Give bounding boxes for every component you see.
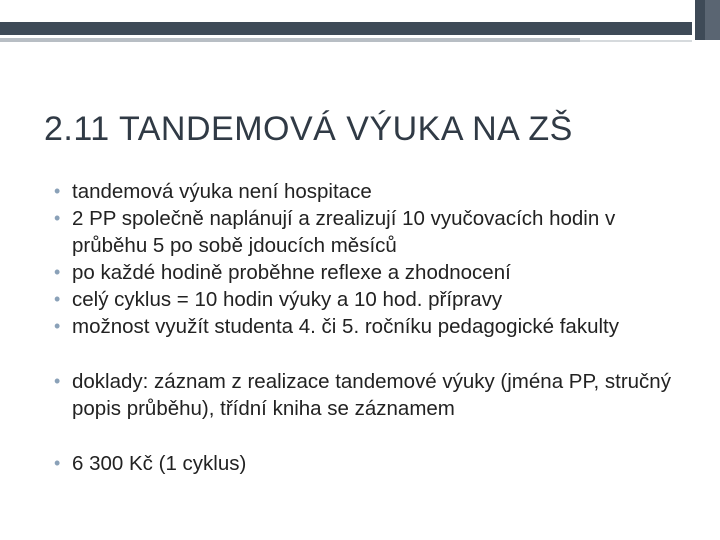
accent-line [0,38,580,42]
bullet-icon: • [54,289,61,309]
bullet-icon: • [54,208,61,228]
header-corner-light [705,0,720,40]
bullet-icon: • [54,453,61,473]
bullet-icon: • [54,181,61,201]
top-bar-background [0,0,720,22]
bullet-icon: • [54,316,61,336]
list-item-text: 6 300 Kč (1 cyklus) [72,452,247,475]
list-item-text: tandemová výuka není hospitace [72,180,372,203]
list-item-text: 2 PP společně naplánují a zrealizují 10 vyučovacích hodin v průběhu 5 po sobě jdoucích měsíců [72,207,616,257]
bullet-list [54,178,694,477]
list-item [54,450,694,477]
list-item-text: po každé hodině proběhne reflexe a zhodnocení [72,261,511,284]
list-item [54,368,694,422]
list-item-text: celý cyklus = 10 hodin výuky a 10 hod. přípravy [72,288,503,311]
bullet-icon: • [54,262,61,282]
list-item-text: možnost využít studenta 4. či 5. ročníku pedagogické fakulty [72,315,619,338]
list-item [54,286,694,313]
accent-line-secondary [580,40,692,42]
slide-title: 2.11 TANDEMOVÁ VÝUKA NA ZŠ [44,110,573,148]
list-item [54,178,694,205]
header-bar [0,22,692,35]
bullet-icon: • [54,371,61,391]
list-item [54,313,694,340]
list-item-text: doklady: záznam z realizace tandemové výuky (jména PP, stručný popis průběhu), třídní kniha se záznamem [72,370,671,420]
list-item [54,205,694,259]
list-item [54,259,694,286]
